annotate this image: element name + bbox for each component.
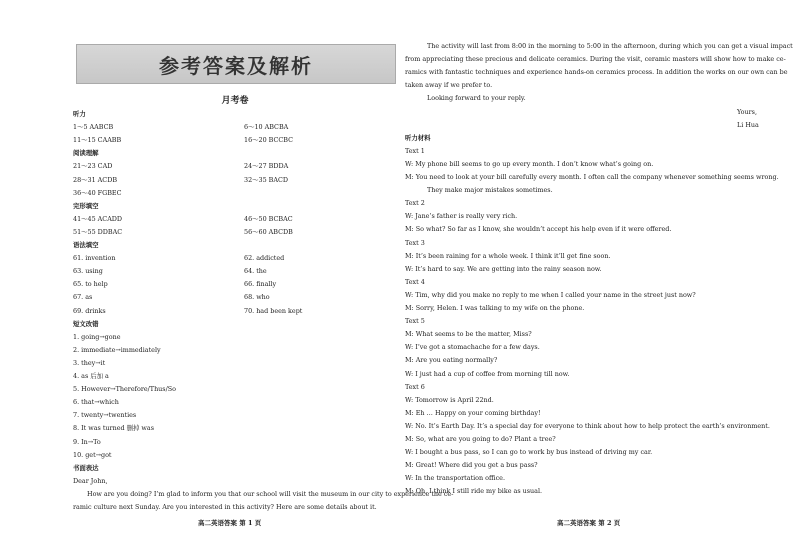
letter-line: Dear John, [73,476,108,485]
script-text-heading: Text 1 [405,146,425,155]
section-heading-grammar: 语法填空 [73,241,99,249]
correction-item: 7. twenty→twenties [73,411,137,420]
script-line: M: Are you eating normally? [405,356,498,365]
script-text-heading: Text 3 [405,238,425,247]
script-line: M: You need to look at your bill carefully every month. I often call the company whenever something seems wrong. [405,173,779,181]
right-page [397,0,794,551]
listening-answer-left: 11～15 CAABB [73,136,122,145]
script-line: M: What seems to be the matter, Miss? [405,330,532,339]
grammar-answer-right: 68. who [244,293,270,302]
section-heading-cloze: 完形填空 [73,201,99,210]
letter-line: How are you doing? I’m glad to inform you that our school will visit the museum in our city to experience the ce- [87,489,454,498]
script-text-heading: Text 2 [405,199,425,208]
letter-line: Looking forward to your reply. [427,94,526,103]
grammar-answer-left: 67. as [73,293,93,302]
letter-line: The activity will last from 8:00 in the morning to 5:00 in the afternoon, during which you can get a visual impact [427,42,793,50]
grammar-answer-left: 69. drinks [73,306,106,315]
page-footer-2: 高二英语答案 第 2 页 [557,519,621,527]
reading-answer-left: 21～23 CAD [73,162,113,171]
letter-signature: Li Hua [737,120,759,129]
correction-item: 2. immediate→immediately [73,345,161,354]
grammar-answer-left: 61. invention [73,254,116,263]
listening-answer-left: 1～5 AABCB [73,123,114,132]
reading-answer-right: 32～35 BACD [244,175,289,184]
reading-answer-left: 36～40 FGBEC [73,188,122,197]
letter-line: from appreciating these precious and delicate ceramics. During the visit, ceramic masters will show how to make ce- [405,55,786,64]
correction-item: 9. In→To [73,437,101,446]
correction-item: 6. that→which [73,398,119,407]
reading-answer-right: 24～27 BDDA [244,162,289,171]
script-line: M: Eh … Happy on your coming birthday! [405,408,541,417]
grammar-answer-left: 65. to help [73,280,108,289]
exam-subtitle: 月考卷 [221,96,249,106]
script-line: W: Jane’s father is really very rich. [405,212,518,221]
correction-item: 3. they→it [73,358,106,367]
correction-item: 8. It was turned 删掉 was [73,424,154,433]
title-banner [76,44,396,84]
grammar-answer-right: 66. finally [244,280,277,289]
script-line: M: So what? So far as I know, she wouldn’t accept his help even if it were offered. [405,225,672,234]
script-line: W: My phone bill seems to go up every month. I don’t know what’s going on. [405,159,654,168]
letter-line: taken away if we prefer to. [405,81,493,90]
cloze-answer-right: 56～60 ABCDB [244,227,293,236]
script-line: M: Sorry, Helen. I was talking to my wife on the phone. [405,304,585,312]
script-text-heading: Text 4 [405,277,425,286]
grammar-answer-right: 64. the [244,267,267,276]
script-text-heading: Text 5 [405,317,425,326]
grammar-answer-left: 63. using [73,267,103,276]
section-heading-correction: 短文改错 [73,319,99,328]
correction-item: 4. as 后加 a [73,372,109,380]
script-line: M: Great! Where did you get a bus pass? [405,461,538,470]
cloze-answer-right: 46～50 BCBAC [244,214,293,223]
correction-item: 1. going→gone [73,332,121,341]
script-line: M: So, what are you going to do? Plant a tree? [405,435,556,443]
letter-line: ramic culture next Sunday. Are you interested in this activity? Here are some details about it. [73,503,377,511]
correction-item: 5. However→Therefore/Thus/So [73,385,176,394]
listening-answer-right: 6～10 ABCBA [244,123,289,132]
cloze-answer-left: 51～55 DDBAC [73,227,123,236]
listening-answer-right: 16～20 BCCBC [244,136,293,145]
grammar-answer-right: 70. had been kept [244,306,303,315]
script-line: They make major mistakes sometimes. [427,186,553,195]
page-footer-1: 高二英语答案 第 1 页 [198,519,262,527]
script-line: M: Oh, I think I still ride my bike as usual. [405,487,543,496]
script-line: W: No. It’s Earth Day. It’s a special day for everyone to think about how to help protect the earth’s environment. [405,421,770,430]
letter-closing: Yours, [737,107,757,116]
script-line: W: Tim, why did you make no reply to me when I called your name in the street just now? [405,290,696,299]
section-heading-listening: 听力 [73,110,86,118]
section-heading-reading: 阅读理解 [73,149,99,158]
grammar-answer-right: 62. addicted [244,254,285,263]
script-line: W: It’s hard to say. We are getting into the rainy season now. [405,264,602,273]
script-line: W: I’ve got a stomachache for a few days. [405,343,540,352]
cloze-answer-left: 41～45 ACADD [73,214,123,223]
script-line: W: In the transportation office. [405,474,505,483]
reading-answer-left: 28～31 ACDB [73,175,118,184]
section-heading-script: 听力材料 [405,133,431,142]
script-text-heading: Text 6 [405,382,425,391]
letter-line: ramics with fantastic techniques and experience hands-on ceramics process. In addition the works on our own can be [405,68,788,77]
page-title: 参考答案及解析 [159,53,313,78]
script-line: W: Tomorrow is April 22nd. [405,395,494,404]
correction-item: 10. get→got [73,450,112,459]
section-heading-writing: 书面表达 [73,463,99,472]
script-line: W: I bought a bus pass, so I can go to work by bus instead of driving my car. [405,448,653,457]
script-line: W: I just had a cup of coffee from morning till now. [405,369,570,378]
script-line: M: It’s been raining for a whole week. I think it’ll get fine soon. [405,251,611,260]
